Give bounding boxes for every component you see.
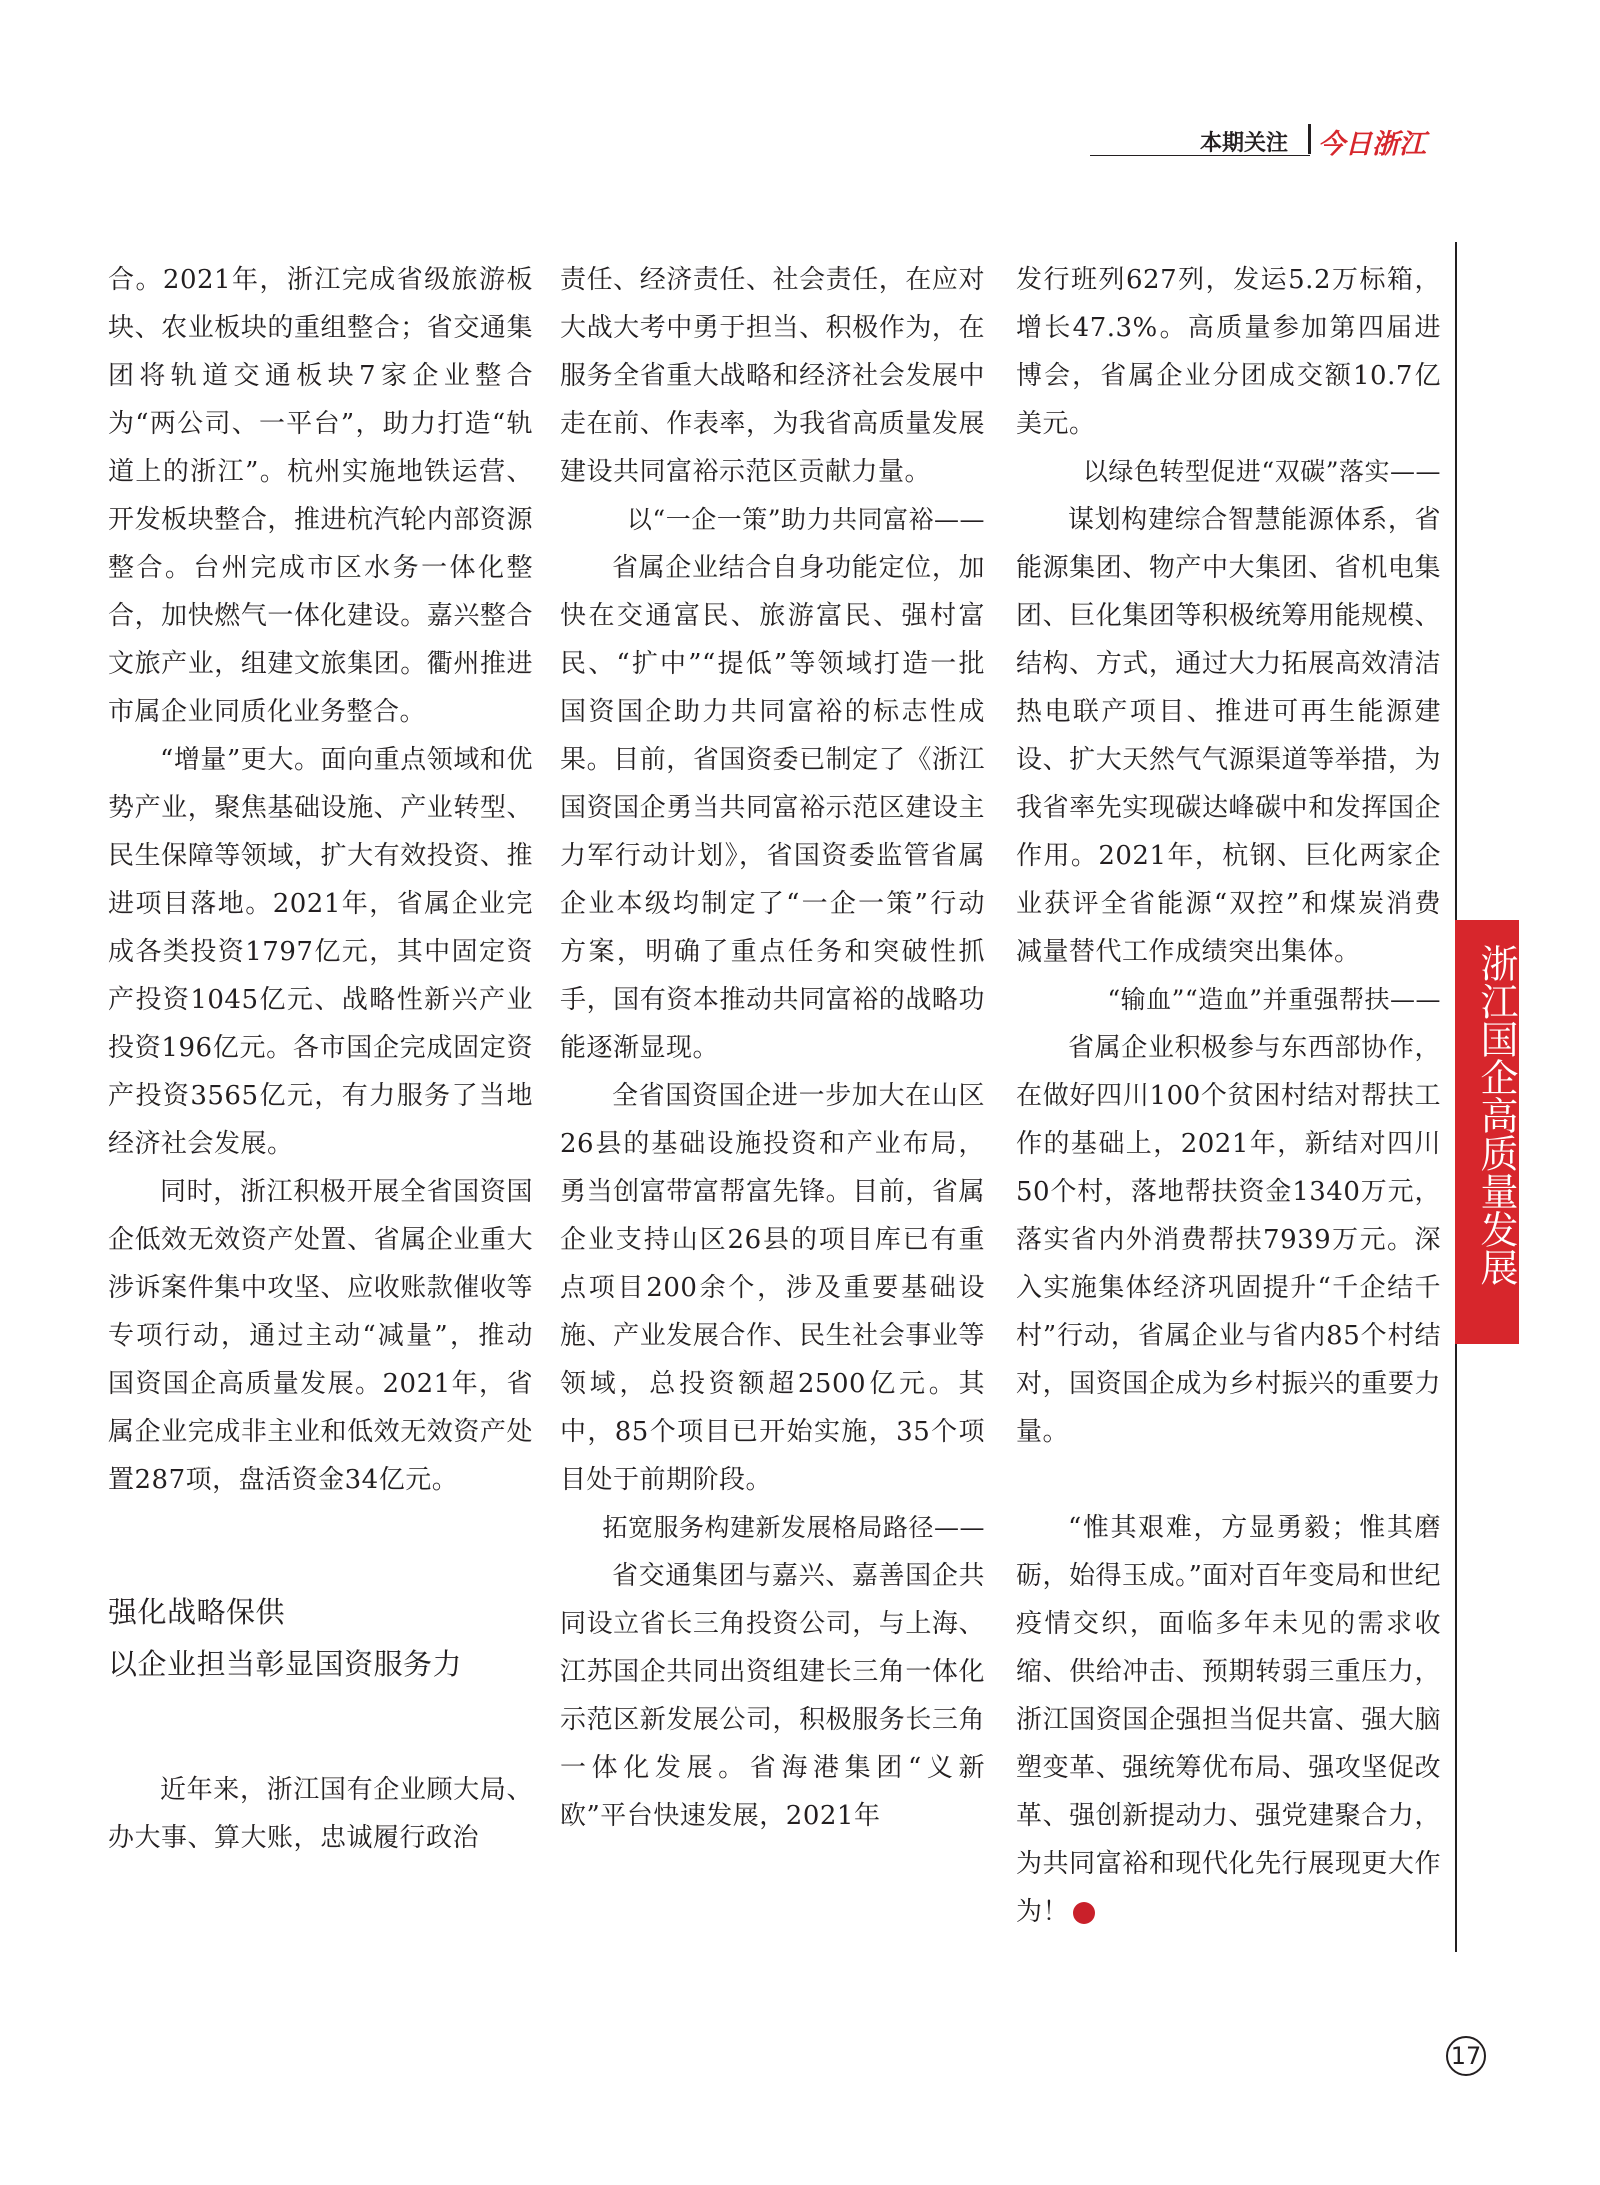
heading-line: 强化战略保供 (108, 1595, 286, 1629)
paragraph: “增量”更大。面向重点领域和优势产业，聚焦基础设施、产业转型、民生保障等领域，扩大有效投资、推进项目落地。2021年，省属企业完成各类投资1797亿元，其中固定资产投资1045亿元、战略性新兴产业投资196亿元。各市国企完成固定资产投资3565亿元，有力服务了当地经济社会发展。 (108, 745, 533, 1159)
side-tab-label: 浙江国企高质量发展 (1474, 944, 1518, 1286)
paragraph: 合。2021年，浙江完成省级旅游板块、农业板块的重组整合；省交通集团将轨道交通板块7家企业整合为“两公司、一平台”，助力打造“轨道上的浙江”。杭州实施地铁运营、开发板块整合，推进杭汽轮内部资源整合。台州完成市区水务一体化整合，加快燃气一体化建设。嘉兴整合文旅产业，组建文旅集团。衢州推进市属企业同质化业务整合。 (108, 265, 533, 727)
magazine-logo: 今日浙江 (1318, 129, 1426, 160)
paragraph: 谋划构建综合智慧能源体系，省能源集团、物产中大集团、省机电集团、巨化集团等积极统筹用能规模、结构、方式，通过大力拓展高效清洁热电联产项目、推进可再生能源建设、扩大天然气气源渠道等举措，为我省率先实现碳达峰碳中和发挥国企作用。2021年，杭钢、巨化两家企业获评全省能源“双控”和煤炭消费减量替代工作成绩突出集体。 (1016, 505, 1441, 967)
column-1 (108, 256, 533, 1862)
column-3 (1016, 256, 1441, 1936)
header-separator (1308, 124, 1311, 154)
subheading: 拓宽服务构建新发展格局路径—— (602, 1513, 985, 1542)
paragraph: 省交通集团与嘉兴、嘉善国企共同设立省长三角投资公司，与上海、江苏国企共同出资组建长三角一体化示范区新发展公司，积极服务长三角一体化发展。省海港集团“义新欧”平台快速发展，2021年 (560, 1561, 985, 1831)
end-mark-icon: 今 (1073, 1902, 1095, 1924)
side-tab (1455, 920, 1519, 1344)
paragraph: 发行班列627列，发运5.2万标箱，增长47.3%。高质量参加第四届进博会，省属企业分团成交额10.7亿美元。 (1016, 265, 1441, 439)
subheading: 以绿色转型促进“双碳”落实—— (1082, 457, 1441, 486)
section-label: 本期关注 (1200, 131, 1289, 156)
paragraph: 省属企业积极参与东西部协作，在做好四川100个贫困村结对帮扶工作的基础上，2021年，新结对四川50个村，落地帮扶资金1340万元，落实省内外消费帮扶7939万元。深入实施集体经济巩固提升“千企结千村”行动，省属企业与省内85个村结对，国资国企成为乡村振兴的重要力量。 (1016, 1033, 1441, 1447)
subheading: 以“一企一策”助力共同富裕—— (626, 505, 985, 534)
page-number: 17 (1446, 2036, 1486, 2076)
paragraph-text: “惟其艰难，方显勇毅；惟其磨砺，始得玉成。”面对百年变局和世纪疫情交织，面临多年未见的需求收缩、供给冲击、预期转弱三重压力，浙江国资国企强担当促共富、强大脑塑变革、强统筹优布局、强攻坚促改革、强创新提动力、强党建聚合力，为共同富裕和现代化先行展现更大作为！ (1016, 1513, 1441, 1927)
paragraph: 省属企业结合自身功能定位，加快在交通富民、旅游富民、强村富民、“扩中”“提低”等领域打造一批国资国企助力共同富裕的标志性成果。目前，省国资委已制定了《浙江国资国企勇当共同富裕示范区建设主力军行动计划》，省国资委监管省属企业本级均制定了“一企一策”行动方案，明确了重点任务和突破性抓手，国有资本推动共同富裕的战略功能逐渐显现。 (560, 553, 985, 1063)
paragraph: 同时，浙江积极开展全省国资国企低效无效资产处置、省属企业重大涉诉案件集中攻坚、应收账款催收等专项行动，通过主动“减量”，推动国资国企高质量发展。2021年，省属企业完成非主业和低效无效资产处置287项，盘活资金34亿元。 (108, 1177, 533, 1495)
paragraph: 责任、经济责任、社会责任，在应对大战大考中勇于担当、积极作为，在服务全省重大战略和经济社会发展中走在前、作表率，为我省高质量发展建设共同富裕示范区贡献力量。 (560, 265, 985, 487)
running-header (1200, 122, 1440, 162)
closing-paragraph (1016, 1504, 1441, 1936)
heading-line: 以企业担当彰显国资服务力 (108, 1647, 463, 1681)
paragraph: 全省国资国企进一步加大在山区26县的基础设施投资和产业布局，勇当创富带富帮富先锋。目前，省属企业支持山区26县的项目库已有重点项目200余个，涉及重要基础设施、产业发展合作、民生社会事业等领域，总投资额超2500亿元。其中，85个项目已开始实施，35个项目处于前期阶段。 (560, 1081, 985, 1495)
paragraph: 近年来，浙江国有企业顾大局、办大事、算大账，忠诚履行政治 (108, 1775, 533, 1853)
column-2 (560, 256, 985, 1840)
section-heading (108, 1586, 533, 1690)
subheading: “输血”“造血”并重强帮扶—— (1107, 985, 1441, 1014)
